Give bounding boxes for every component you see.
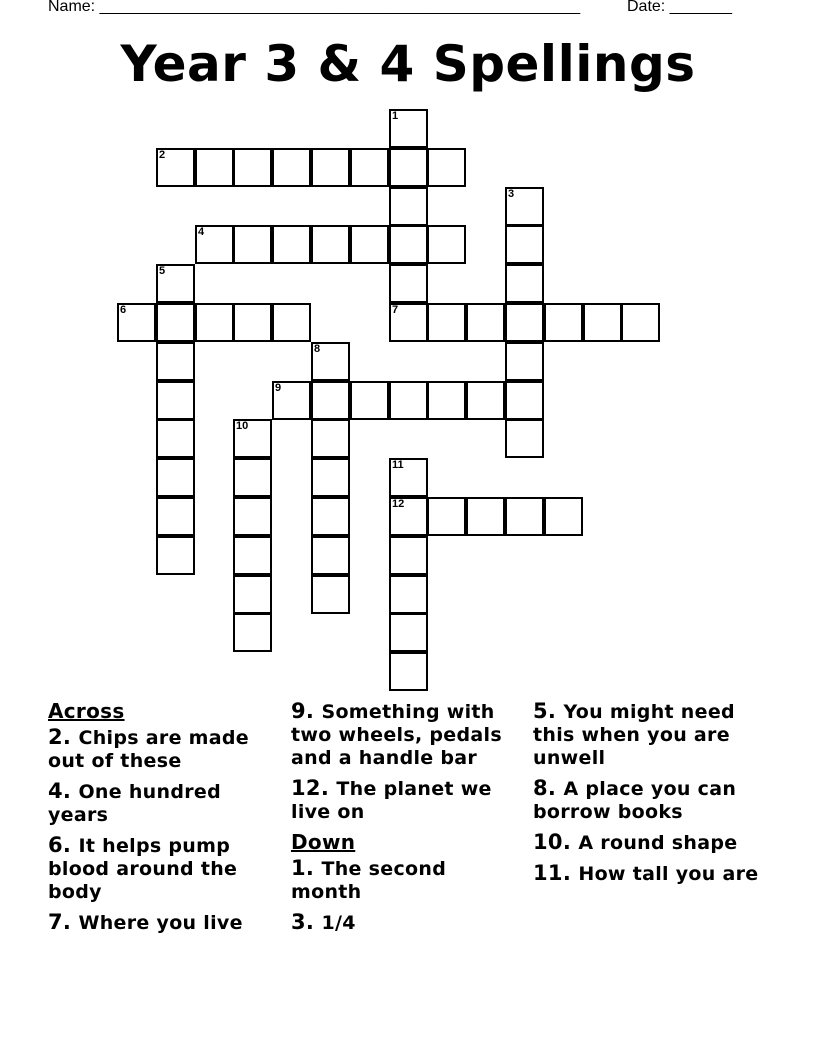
crossword-cell[interactable] <box>389 303 428 342</box>
crossword-cell[interactable] <box>311 536 350 575</box>
crossword-cell[interactable] <box>311 225 350 264</box>
crossword-cell[interactable] <box>389 381 428 420</box>
crossword-cell[interactable] <box>233 536 272 575</box>
crossword-cell[interactable] <box>233 575 272 614</box>
crossword-cell[interactable] <box>505 381 544 420</box>
clue-across-7: 7. Where you live <box>48 910 243 934</box>
crossword-cell[interactable] <box>505 264 544 303</box>
crossword-cell[interactable] <box>505 225 544 264</box>
clue-down-8: 8. A place you can borrow books <box>533 776 737 823</box>
crossword-cell[interactable] <box>505 342 544 381</box>
crossword-cell[interactable] <box>505 303 544 342</box>
crossword-cell[interactable] <box>389 613 428 652</box>
crossword-cell[interactable] <box>272 303 311 342</box>
cell-number: 7 <box>392 304 399 316</box>
crossword-cell[interactable] <box>389 575 428 614</box>
crossword-cell[interactable] <box>156 536 195 575</box>
crossword-cell[interactable] <box>427 497 466 536</box>
crossword-cell[interactable] <box>505 187 544 226</box>
crossword-cell[interactable] <box>389 652 428 691</box>
crossword-cell[interactable] <box>427 381 466 420</box>
crossword-cell[interactable] <box>389 148 428 187</box>
cell-number: 2 <box>159 149 166 161</box>
clue-down-11: 11. How tall you are <box>533 861 759 885</box>
cell-number: 5 <box>159 265 166 277</box>
clue-across-2: 2. Chips are made out of these <box>48 725 249 772</box>
crossword-cell[interactable] <box>156 458 195 497</box>
crossword-cell[interactable] <box>621 303 660 342</box>
crossword-cell[interactable] <box>117 303 156 342</box>
crossword-cell[interactable] <box>195 303 234 342</box>
crossword-cell[interactable] <box>427 225 466 264</box>
clue-across-6: 6. It helps pump blood around the body <box>48 833 238 903</box>
crossword-cell[interactable] <box>233 303 272 342</box>
crossword-cell[interactable] <box>389 109 428 148</box>
clue-column-2 <box>291 700 521 942</box>
crossword-cell[interactable] <box>466 303 505 342</box>
crossword-cell[interactable] <box>505 497 544 536</box>
crossword-cell[interactable] <box>156 342 195 381</box>
crossword-cell[interactable] <box>427 148 466 187</box>
clue-across-4: 4. One hundred years <box>48 779 221 826</box>
crossword-cell[interactable] <box>311 497 350 536</box>
cell-number: 3 <box>508 188 515 200</box>
across-heading: Across <box>48 699 125 723</box>
crossword-cell[interactable] <box>311 419 350 458</box>
crossword-cell[interactable] <box>156 381 195 420</box>
cell-number: 8 <box>314 343 321 355</box>
crossword-cell[interactable] <box>311 381 350 420</box>
crossword-cell[interactable] <box>350 225 389 264</box>
crossword-cell[interactable] <box>311 575 350 614</box>
crossword-cell[interactable] <box>544 303 583 342</box>
crossword-cell[interactable] <box>233 419 272 458</box>
crossword-cell[interactable] <box>544 497 583 536</box>
crossword-cell[interactable] <box>311 148 350 187</box>
clue-column-3 <box>533 700 763 893</box>
cell-number: 12 <box>392 498 405 510</box>
crossword-cell[interactable] <box>389 458 428 497</box>
clue-down-3: 3. 1/4 <box>291 910 356 934</box>
crossword-cell[interactable] <box>389 264 428 303</box>
crossword-cell[interactable] <box>156 148 195 187</box>
cell-number: 1 <box>392 110 399 122</box>
crossword-cell[interactable] <box>156 303 195 342</box>
cell-number: 6 <box>120 304 127 316</box>
crossword-cell[interactable] <box>350 381 389 420</box>
name-field-line: Name: ______________________________________________________ <box>48 0 581 15</box>
crossword-cell[interactable] <box>272 148 311 187</box>
clue-down-1: 1. The second month <box>291 856 447 903</box>
crossword-cell[interactable] <box>427 303 466 342</box>
crossword-cell[interactable] <box>583 303 622 342</box>
crossword-cell[interactable] <box>389 497 428 536</box>
cell-number: 10 <box>236 420 249 432</box>
crossword-cell[interactable] <box>505 419 544 458</box>
crossword-cell[interactable] <box>272 381 311 420</box>
crossword-cell[interactable] <box>233 613 272 652</box>
down-heading: Down <box>291 830 356 854</box>
crossword-cell[interactable] <box>233 458 272 497</box>
clue-column-1 <box>48 700 278 942</box>
crossword-cell[interactable] <box>466 381 505 420</box>
crossword-cell[interactable] <box>350 148 389 187</box>
crossword-cell[interactable] <box>156 264 195 303</box>
cell-number: 9 <box>275 382 282 394</box>
crossword-cell[interactable] <box>466 497 505 536</box>
clue-across-12: 12. The planet we live on <box>291 776 492 823</box>
date-field-line: Date: _______ <box>627 0 732 15</box>
crossword-cell[interactable] <box>311 458 350 497</box>
crossword-cell[interactable] <box>233 148 272 187</box>
crossword-cell[interactable] <box>233 225 272 264</box>
crossword-cell[interactable] <box>156 497 195 536</box>
crossword-cell[interactable] <box>389 187 428 226</box>
crossword-cell[interactable] <box>311 342 350 381</box>
crossword-cell[interactable] <box>389 225 428 264</box>
cell-number: 11 <box>392 459 404 471</box>
clue-across-9: 9. Something with two wheels, pedals and a handle bar <box>291 699 502 769</box>
crossword-cell[interactable] <box>272 225 311 264</box>
crossword-cell[interactable] <box>195 148 234 187</box>
clue-down-10: 10. A round shape <box>533 830 738 854</box>
page-title: Year 3 & 4 Spellings <box>120 35 696 93</box>
crossword-cell[interactable] <box>195 225 234 264</box>
clue-down-5: 5. You might need this when you are unwell <box>533 699 735 769</box>
crossword-cell[interactable] <box>156 419 195 458</box>
crossword-cell[interactable] <box>389 536 428 575</box>
cell-number: 4 <box>198 226 205 238</box>
crossword-cell[interactable] <box>233 497 272 536</box>
